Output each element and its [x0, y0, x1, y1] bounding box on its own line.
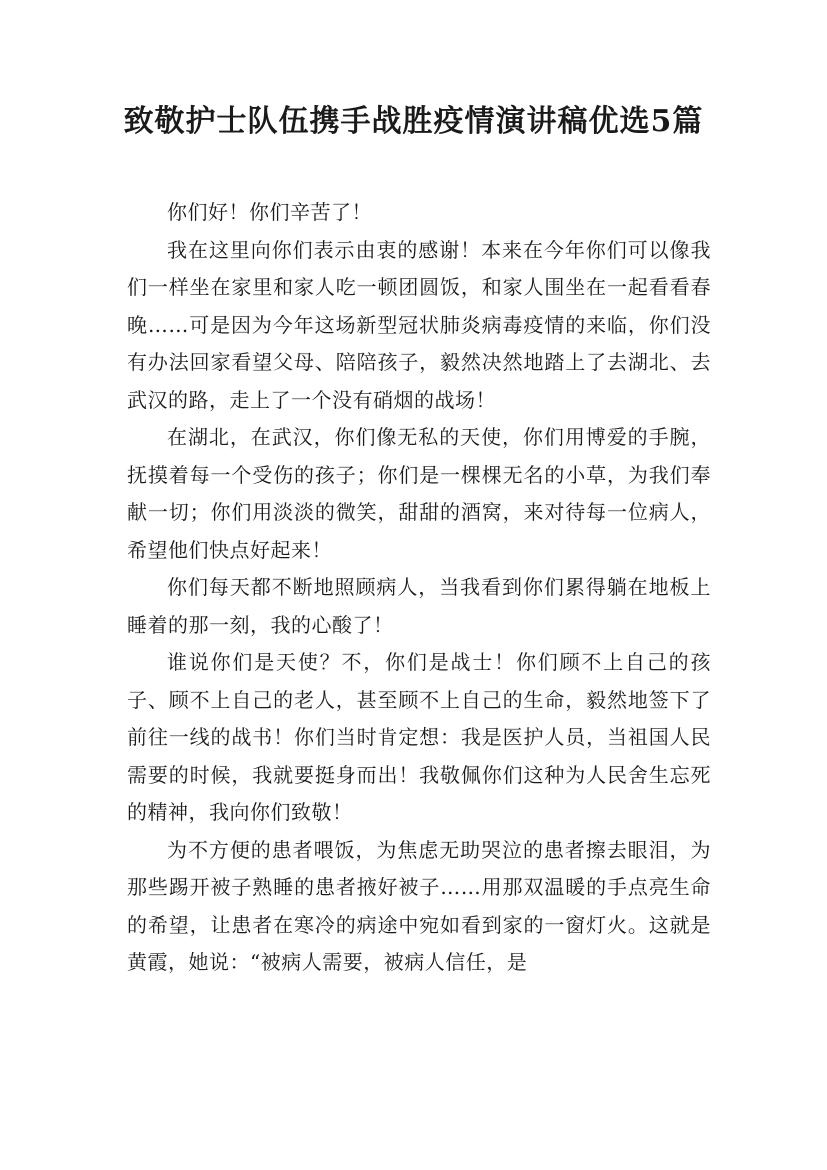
paragraph: 为不方便的患者喂饭，为焦虑无助哭泣的患者擦去眼泪，为那些踢开被子熟睡的患者掖好被子……用那双温暖的手点亮生命的希望，让患者在寒冷的病途中宛如看到家的一窗灯火。这就是黄霞，她说：“被病人需要，被病人信任，是: [127, 837, 711, 974]
paragraph: 在湖北，在武汉，你们像无私的天使，你们用博爱的手腕，抚摸着每一个受伤的孩子；你们是一棵棵无名的小草，为我们奉献一切；你们用淡淡的微笑，甜甜的酒窝，来对待每一位病人，希望他们快点好起来！: [127, 425, 711, 562]
paragraph: 你们每天都不断地照顾病人，当我看到你们累得躺在地板上睡着的那一刻，我的心酸了！: [127, 575, 711, 637]
document-title: 致敬护士队伍携手战胜疫情演讲稿优选5篇: [123, 104, 704, 139]
paragraph: 我在这里向你们表示由衷的感谢！本来在今年你们可以像我们一样坐在家里和家人吃一顿团圆饭，和家人围坐在一起看看春晚……可是因为今年这场新型冠状肺炎病毒疫情的来临，你们没有办法回家看望父母、陪陪孩子，毅然决然地踏上了去湖北、去武汉的路，走上了一个没有硝烟的战场！: [127, 237, 711, 412]
paragraph: 谁说你们是天使？不，你们是战士！你们顾不上自己的孩子、顾不上自己的老人，甚至顾不上自己的生命，毅然地签下了前往一线的战书！你们当时肯定想：我是医护人员，当祖国人民需要的时候，我就要挺身而出！我敬佩你们这种为人民舍生忘死的精神，我向你们致敬！: [127, 650, 711, 824]
document-body: [127, 194, 711, 982]
paragraph: 你们好！你们辛苦了！: [167, 200, 372, 224]
